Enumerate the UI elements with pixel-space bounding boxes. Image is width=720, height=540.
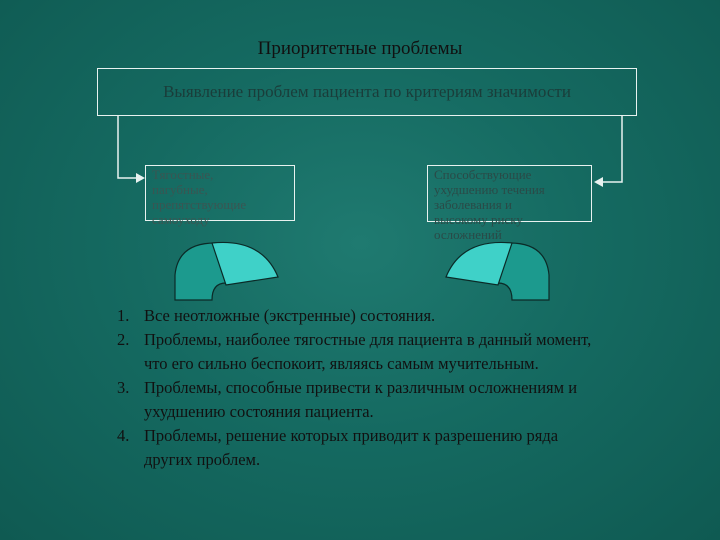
criteria-box: Выявление проблем пациента по критериям значимости — [97, 68, 637, 116]
list-item-number: 4. — [117, 426, 130, 445]
list-item-text: Проблемы, наиболее тягостные для пациента в данный момент, что его сильно беспокоит, являясь самым мучительным. — [144, 330, 592, 373]
connector-right — [600, 116, 622, 182]
list-item-number: 1. — [117, 306, 130, 325]
list-item-text: Проблемы, способные привести к различным осложнениям и ухудшению состояния пациента. — [144, 378, 578, 421]
right-category-box: Способствующие ухудшению течения заболевания и высокому риску осложнений — [427, 165, 592, 222]
left-category-box: Тягостные, пагубные, препятствующие самоуходу — [145, 165, 295, 221]
arrowhead-left — [136, 173, 145, 183]
list-item — [117, 376, 597, 424]
list-item — [117, 424, 597, 472]
arrowhead-right — [594, 177, 603, 187]
list-item — [117, 328, 597, 376]
page-title: Приоритетные проблемы — [257, 38, 463, 59]
curved-arrow-left — [175, 242, 278, 300]
list-item-text: Проблемы, решение которых приводит к разрешению ряда других проблем. — [144, 426, 559, 469]
priority-list — [117, 304, 597, 472]
list-item-number: 2. — [117, 330, 130, 349]
list-item-number: 3. — [117, 378, 130, 397]
list-item-text: Все неотложные (экстренные) состояния. — [144, 306, 436, 325]
list-item — [117, 304, 597, 328]
connector-left — [118, 116, 140, 178]
curved-arrow-right — [446, 242, 549, 300]
